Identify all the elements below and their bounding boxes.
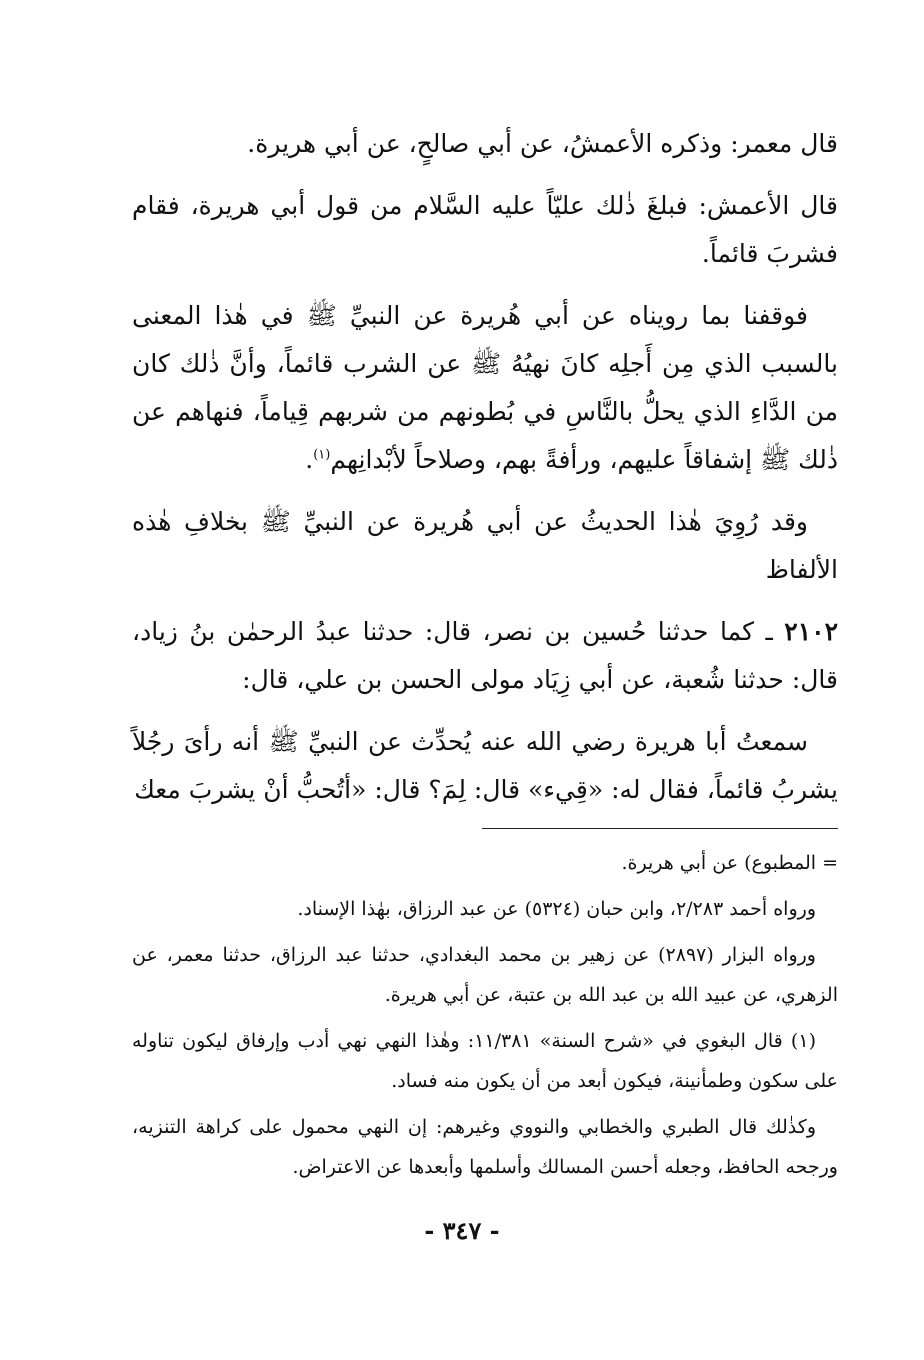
commentary-end: .	[305, 445, 314, 474]
footnote-line: = المطبوع) عن أبي هريرة.	[621, 852, 838, 874]
footnote-divider	[482, 828, 838, 829]
page-body	[132, 120, 838, 1193]
commentary-text: فوقفنا بما رويناه عن أبي هُريرة عن النبيِّ ﷺ في هٰذا المعنى بالسبب الذي مِن أَجلِه كانَ نهيُهُ ﷺ عن الشرب قائماً، وأنَّ ذٰلك كان من الدَّاءِ الذي يحلُّ بالنَّاسِ في بُطونهم من شربهم قِياماً، فنهاهم عن ذٰلك ﷺ إشفاقاً عليهم، ورأفةً بهم، وصلاحاً لأبْدانِهم	[132, 301, 838, 474]
page-number: - ٣٤٧ -	[424, 1216, 500, 1245]
hadith-number: ٢١٠٢	[784, 617, 838, 646]
footnote-1: (١) قال البغوي في «شرح السنة» ١١/٣٨١: وهٰذا النهي نهي أدب وإرفاق ليكون تناوله على سكون وطمأنينة، فيكون أبعد من أن يكون منه فساد.	[132, 1030, 838, 1092]
paragraph-amash: قال الأعمش: فبلغَ ذٰلك عليّاً عليه السَّلام من قول أبي هريرة، فقام فشربَ قائماً.	[132, 191, 838, 268]
paragraph-muammar: قال معمر: وذكره الأعمشُ، عن أبي صالحٍ، عن أبي هريرة.	[247, 129, 838, 158]
footnote-line: وكذٰلك قال الطبري والخطابي والنووي وغيرهم: إن النهي محمول على كراهة التنزيه، ورجحه الحافظ، وجعله أحسن المسالك وأسلمها وأبعدها عن الاعتراض.	[132, 1116, 838, 1178]
paragraph-commentary	[132, 292, 838, 484]
footnote-reference: (١)	[313, 447, 331, 463]
footnote-line: ورواه أحمد ٢/٢٨٣، وابن حبان (٥٣٢٤) عن عبد الرزاق، بهٰذا الإسناد.	[297, 898, 816, 920]
footnote-line: ورواه البزار (٢٨٩٧) عن زهير بن محمد البغدادي، حدثنا عبد الرزاق، حدثنا معمر، عن الزهري، عن عبيد الله بن عبد الله بن عتبة، عن أبي هريرة.	[132, 944, 838, 1006]
footnotes	[132, 843, 838, 1187]
hadith-isnad-text: ـ كما حدثنا حُسين بن نصر، قال: حدثنا عبدُ الرحمٰن بنُ زياد، قال: حدثنا شُعبة، عن أبي زِيَاد مولى الحسن بن علي، قال:	[132, 617, 838, 694]
hadith-matn: سمعتُ أبا هريرة رضي الله عنه يُحدِّث عن النبيِّ ﷺ أنه رأىَ رجُلاً يشربُ قائماً، فقال له: «قِيء» قال: لِمَ؟ قال: «أتُحبُّ أنْ يشربَ معك	[132, 727, 838, 804]
paragraph-narration-note: وقد رُوِيَ هٰذا الحديثُ عن أبي هُريرة عن النبيِّ ﷺ بخلافِ هٰذه الألفاظ	[132, 507, 838, 584]
hadith-isnad	[132, 608, 838, 704]
main-text	[132, 120, 838, 814]
